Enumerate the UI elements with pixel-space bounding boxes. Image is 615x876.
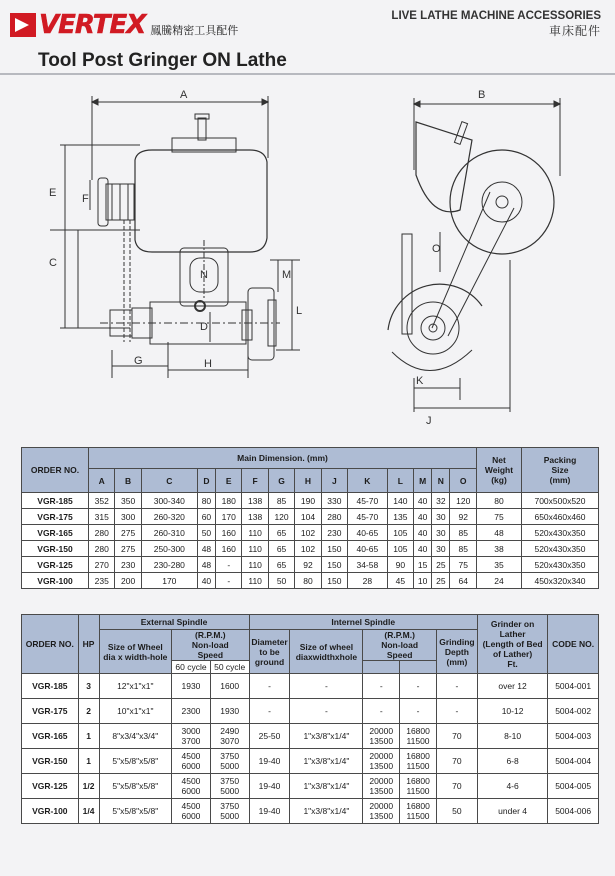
table-cell: 280 — [321, 509, 347, 525]
table-cell: 48 — [477, 525, 522, 541]
table-cell: 270 — [89, 557, 115, 573]
table-cell: 50 — [268, 573, 294, 589]
col2-int-rpm-b — [400, 661, 437, 674]
table-cell: 1"x3/8"x1/4" — [290, 749, 363, 774]
table-cell: 190 — [295, 493, 321, 509]
table-row — [22, 525, 599, 541]
table-cell: 3750 5000 — [210, 774, 249, 799]
col-dim-d: D — [197, 469, 215, 493]
table-cell: 5"x5/8"x5/8" — [99, 799, 172, 824]
table-cell: VGR-100 — [22, 799, 79, 824]
table-cell: 75 — [450, 557, 477, 573]
col-dim-o: O — [450, 469, 477, 493]
table-cell: 260-310 — [141, 525, 197, 541]
brand-name: VERTEX — [39, 10, 146, 40]
table-cell: 40-65 — [348, 525, 388, 541]
table-cell: 2490 3070 — [210, 724, 249, 749]
table-cell: 260-320 — [141, 509, 197, 525]
table-cell: 3750 5000 — [210, 799, 249, 824]
table-cell: 70 — [436, 774, 477, 799]
table-cell: 25 — [432, 573, 450, 589]
col2-ext-rpm: (R.P.M.) Non-load Speed — [172, 630, 249, 661]
table-cell: VGR-175 — [22, 699, 79, 724]
table-cell: 5004-001 — [548, 674, 599, 699]
table-row — [22, 493, 599, 509]
table-cell: 520x430x350 — [522, 525, 599, 541]
table-cell: over 12 — [477, 674, 547, 699]
table-cell: VGR-175 — [22, 509, 89, 525]
table-cell: 300 — [115, 509, 141, 525]
table-cell: 150 — [321, 541, 347, 557]
table-cell: 135 — [387, 509, 413, 525]
table-cell: VGR-185 — [22, 674, 79, 699]
col-net-weight: Net Weight (kg) — [477, 448, 522, 493]
table-cell: 700x500x520 — [522, 493, 599, 509]
col-dim-j: J — [321, 469, 347, 493]
table-cell: 40 — [414, 509, 432, 525]
table-cell: 520x430x350 — [522, 541, 599, 557]
table-cell: 280 — [89, 525, 115, 541]
table-cell: 170 — [141, 573, 197, 589]
table-cell: - — [363, 699, 400, 724]
table-cell: 8-10 — [477, 724, 547, 749]
table-cell: 34-58 — [348, 557, 388, 573]
table-cell: 280 — [89, 541, 115, 557]
table-cell: 235 — [89, 573, 115, 589]
table-cell: 1930 — [172, 674, 211, 699]
table-cell: 48 — [197, 541, 215, 557]
dim-label-m: M — [282, 269, 292, 281]
table-cell: - — [249, 674, 290, 699]
external-spindle-header: External Spindle — [99, 615, 249, 630]
table-cell: 30 — [432, 541, 450, 557]
table-cell: 64 — [450, 573, 477, 589]
table-cell: 45-70 — [348, 509, 388, 525]
col2-grinder-on-lather: Grinder on Lather (Length of Bed of Lather) Ft. — [477, 615, 547, 674]
table-cell: 105 — [387, 525, 413, 541]
table-cell: 1"x3/8"x1/4" — [290, 774, 363, 799]
table-cell: 4500 6000 — [172, 799, 211, 824]
page-title: Tool Post Gringer ON Lathe — [38, 50, 287, 71]
table-cell: 330 — [321, 493, 347, 509]
col2-ext-50-cycle: 50 cycle — [210, 661, 249, 674]
table-cell: 350 — [115, 493, 141, 509]
table-cell: 520x430x350 — [522, 557, 599, 573]
table-cell: 275 — [115, 541, 141, 557]
col2-order-no: ORDER NO. — [22, 615, 79, 674]
table-cell: 1600 — [210, 674, 249, 699]
table-cell: 85 — [268, 493, 294, 509]
table-cell: 352 — [89, 493, 115, 509]
col2-code-no: CODE NO. — [548, 615, 599, 674]
table-cell: 150 — [321, 557, 347, 573]
table-cell: 80 — [295, 573, 321, 589]
col-dim-n: N — [432, 469, 450, 493]
table-cell: 230 — [115, 557, 141, 573]
table-cell: 138 — [242, 509, 268, 525]
table-cell: 50 — [436, 799, 477, 824]
table-row — [22, 509, 599, 525]
col2-int-wheel-size: Size of wheel diaxwidthxhole — [290, 630, 363, 674]
table-cell: 45-70 — [348, 493, 388, 509]
table-cell: 275 — [115, 525, 141, 541]
table-cell: 85 — [450, 541, 477, 557]
table-cell: 138 — [242, 493, 268, 509]
dim-label-e: E — [49, 187, 57, 199]
table-cell: 5"x5/8"x5/8" — [99, 749, 172, 774]
table-cell: 19-40 — [249, 774, 290, 799]
table-row — [22, 724, 599, 749]
table-cell: - — [216, 557, 242, 573]
table-cell: 1"x3/8"x1/4" — [290, 724, 363, 749]
table-cell: 6-8 — [477, 749, 547, 774]
category-en: LIVE LATHE MACHINE ACCESSORIES — [391, 10, 601, 22]
col-packing-size: Packing Size (mm) — [522, 448, 599, 493]
table-cell: 40 — [414, 525, 432, 541]
table-cell: 65 — [268, 557, 294, 573]
table-cell: VGR-150 — [22, 541, 89, 557]
table-cell: 102 — [295, 525, 321, 541]
table-cell: 4-6 — [477, 774, 547, 799]
category-heading — [391, 10, 601, 39]
table-cell: 16800 11500 — [400, 799, 437, 824]
dim-label-a: A — [180, 89, 188, 101]
table-cell: 15 — [414, 557, 432, 573]
table-cell: 16800 11500 — [400, 774, 437, 799]
col-dim-e: E — [216, 469, 242, 493]
table-cell: 5004-003 — [548, 724, 599, 749]
table-row — [22, 699, 599, 724]
table-cell: 230-280 — [141, 557, 197, 573]
table-cell: - — [290, 674, 363, 699]
table-cell: 16800 11500 — [400, 749, 437, 774]
table-row — [22, 749, 599, 774]
table-cell: 120 — [268, 509, 294, 525]
col-dim-f: F — [242, 469, 268, 493]
table-cell: VGR-185 — [22, 493, 89, 509]
col2-int-rpm: (R.P.M.) Non-load Speed — [363, 630, 437, 661]
table-cell: 3000 3700 — [172, 724, 211, 749]
table-cell: 104 — [295, 509, 321, 525]
category-cn: 車床配件 — [548, 24, 601, 38]
table-cell: 20000 13500 — [363, 749, 400, 774]
table-cell: 1/2 — [78, 774, 99, 799]
dim-label-c: C — [49, 257, 57, 269]
table-cell: 10-12 — [477, 699, 547, 724]
table-cell: 40 — [414, 541, 432, 557]
dim-label-l: L — [296, 305, 303, 317]
table-cell: 70 — [436, 749, 477, 774]
table-cell: 1 — [78, 724, 99, 749]
internal-spindle-header: Internel Spindle — [249, 615, 477, 630]
table-cell: 3750 5000 — [210, 749, 249, 774]
table-cell: 80 — [477, 493, 522, 509]
table-cell: - — [436, 674, 477, 699]
table-cell: - — [400, 699, 437, 724]
col2-ext-wheel-size: Size of Wheel dia x width-hole — [99, 630, 172, 674]
table-cell: 650x460x460 — [522, 509, 599, 525]
table-cell: 80 — [197, 493, 215, 509]
table-cell: 85 — [450, 525, 477, 541]
table-cell: 40 — [197, 573, 215, 589]
table-cell: 1 — [78, 749, 99, 774]
table-cell: 170 — [216, 509, 242, 525]
table-cell: 140 — [387, 493, 413, 509]
table-cell: 28 — [348, 573, 388, 589]
table-row — [22, 674, 599, 699]
table-cell: 110 — [242, 525, 268, 541]
table-cell: 110 — [242, 573, 268, 589]
table-cell: 160 — [216, 525, 242, 541]
table-cell: 5004-002 — [548, 699, 599, 724]
table-cell: - — [290, 699, 363, 724]
col-dim-c: C — [141, 469, 197, 493]
table-cell: 5004-004 — [548, 749, 599, 774]
col2-hp: HP — [78, 615, 99, 674]
table-cell: 1"x3/8"x1/4" — [290, 799, 363, 824]
table-cell: 25 — [432, 557, 450, 573]
table-cell: 40-65 — [348, 541, 388, 557]
table-cell: 65 — [268, 541, 294, 557]
table-cell: 20000 13500 — [363, 774, 400, 799]
table-cell: 40 — [414, 493, 432, 509]
col2-ext-60-cycle: 60 cycle — [172, 661, 211, 674]
table-cell: 30 — [432, 525, 450, 541]
col2-int-rpm-a — [363, 661, 400, 674]
table-cell: 250-300 — [141, 541, 197, 557]
table-cell: 70 — [436, 724, 477, 749]
table-cell: 105 — [387, 541, 413, 557]
table-cell: 150 — [321, 573, 347, 589]
table-cell: 5004-006 — [548, 799, 599, 824]
title-divider — [0, 73, 615, 75]
table-cell: 1/4 — [78, 799, 99, 824]
table-cell: 20000 13500 — [363, 799, 400, 824]
dim-label-k: K — [416, 375, 424, 387]
dim-label-n: N — [200, 269, 208, 281]
table-row — [22, 541, 599, 557]
table-row — [22, 799, 599, 824]
table-cell: 19-40 — [249, 799, 290, 824]
table-cell: 10"x1"x1" — [99, 699, 172, 724]
col-dim-g: G — [268, 469, 294, 493]
brand-logo — [10, 10, 238, 40]
table-cell: under 4 — [477, 799, 547, 824]
table-cell: 110 — [242, 541, 268, 557]
col-dim-b: B — [115, 469, 141, 493]
col2-grinding-depth: Grinding Depth (mm) — [436, 630, 477, 674]
table-cell: 230 — [321, 525, 347, 541]
table-cell: 92 — [295, 557, 321, 573]
table-cell: 10 — [414, 573, 432, 589]
dim-label-g: G — [134, 355, 143, 367]
table-cell: 65 — [268, 525, 294, 541]
table-cell: 4500 6000 — [172, 749, 211, 774]
front-view-drawing — [388, 98, 560, 412]
table-cell: 200 — [115, 573, 141, 589]
table-cell: 4500 6000 — [172, 774, 211, 799]
col-dim-m: M — [414, 469, 432, 493]
table-cell: 12"x1"x1" — [99, 674, 172, 699]
table-cell: 32 — [432, 493, 450, 509]
technical-drawing — [40, 80, 600, 430]
table-cell: 160 — [216, 541, 242, 557]
col-dim-l: L — [387, 469, 413, 493]
table-cell: VGR-165 — [22, 525, 89, 541]
table-cell: 48 — [197, 557, 215, 573]
table-cell: 90 — [387, 557, 413, 573]
table-cell: 315 — [89, 509, 115, 525]
table-cell: - — [216, 573, 242, 589]
table-cell: 450x320x340 — [522, 573, 599, 589]
table-cell: 2 — [78, 699, 99, 724]
table-cell: 8"x3/4"x3/4" — [99, 724, 172, 749]
brand-name-cn: 鳳騰精密工具配件 — [150, 25, 239, 37]
dim-label-f: F — [82, 193, 89, 205]
col-order-no: ORDER NO. — [22, 448, 89, 493]
dim-label-o: O — [432, 243, 441, 255]
dim-label-j: J — [426, 415, 432, 427]
table-cell: VGR-100 — [22, 573, 89, 589]
table-row — [22, 573, 599, 589]
table-cell: 180 — [216, 493, 242, 509]
table-cell: 35 — [477, 557, 522, 573]
col2-diameter: Diameter to be ground — [249, 630, 290, 674]
table-cell: - — [363, 674, 400, 699]
table-cell: VGR-150 — [22, 749, 79, 774]
brand-mark-icon — [10, 13, 36, 37]
table-cell: 120 — [450, 493, 477, 509]
table-cell: 75 — [477, 509, 522, 525]
dim-label-b: B — [478, 89, 486, 101]
table-cell: 102 — [295, 541, 321, 557]
table-cell: 5004-005 — [548, 774, 599, 799]
col-dim-h: H — [295, 469, 321, 493]
table-cell: 20000 13500 — [363, 724, 400, 749]
table-cell: - — [249, 699, 290, 724]
table-cell: 50 — [197, 525, 215, 541]
table-row — [22, 557, 599, 573]
table-cell: 25-50 — [249, 724, 290, 749]
table-row — [22, 774, 599, 799]
table-cell: - — [400, 674, 437, 699]
main-dimension-header: Main Dimension. (mm) — [89, 448, 477, 469]
table-cell: - — [436, 699, 477, 724]
col-dim-a: A — [89, 469, 115, 493]
table-cell: 38 — [477, 541, 522, 557]
table-cell: 300-340 — [141, 493, 197, 509]
dimension-table — [21, 447, 599, 589]
table-cell: VGR-165 — [22, 724, 79, 749]
table-cell: 5"x5/8"x5/8" — [99, 774, 172, 799]
table-cell: 110 — [242, 557, 268, 573]
table-cell: 19-40 — [249, 749, 290, 774]
table-cell: VGR-125 — [22, 557, 89, 573]
table-cell: 16800 11500 — [400, 724, 437, 749]
table-cell: 92 — [450, 509, 477, 525]
table-cell: 60 — [197, 509, 215, 525]
spindle-spec-table — [21, 614, 599, 824]
table-cell: 3 — [78, 674, 99, 699]
table-cell: 30 — [432, 509, 450, 525]
dim-label-h: H — [204, 358, 212, 370]
table-cell: VGR-125 — [22, 774, 79, 799]
table-cell: 45 — [387, 573, 413, 589]
table-cell: 1930 — [210, 699, 249, 724]
dim-label-d: D — [200, 321, 208, 333]
page-header — [0, 0, 615, 80]
table-cell: 2300 — [172, 699, 211, 724]
col-dim-k: K — [348, 469, 388, 493]
side-view-drawing — [50, 96, 303, 378]
table-cell: 24 — [477, 573, 522, 589]
